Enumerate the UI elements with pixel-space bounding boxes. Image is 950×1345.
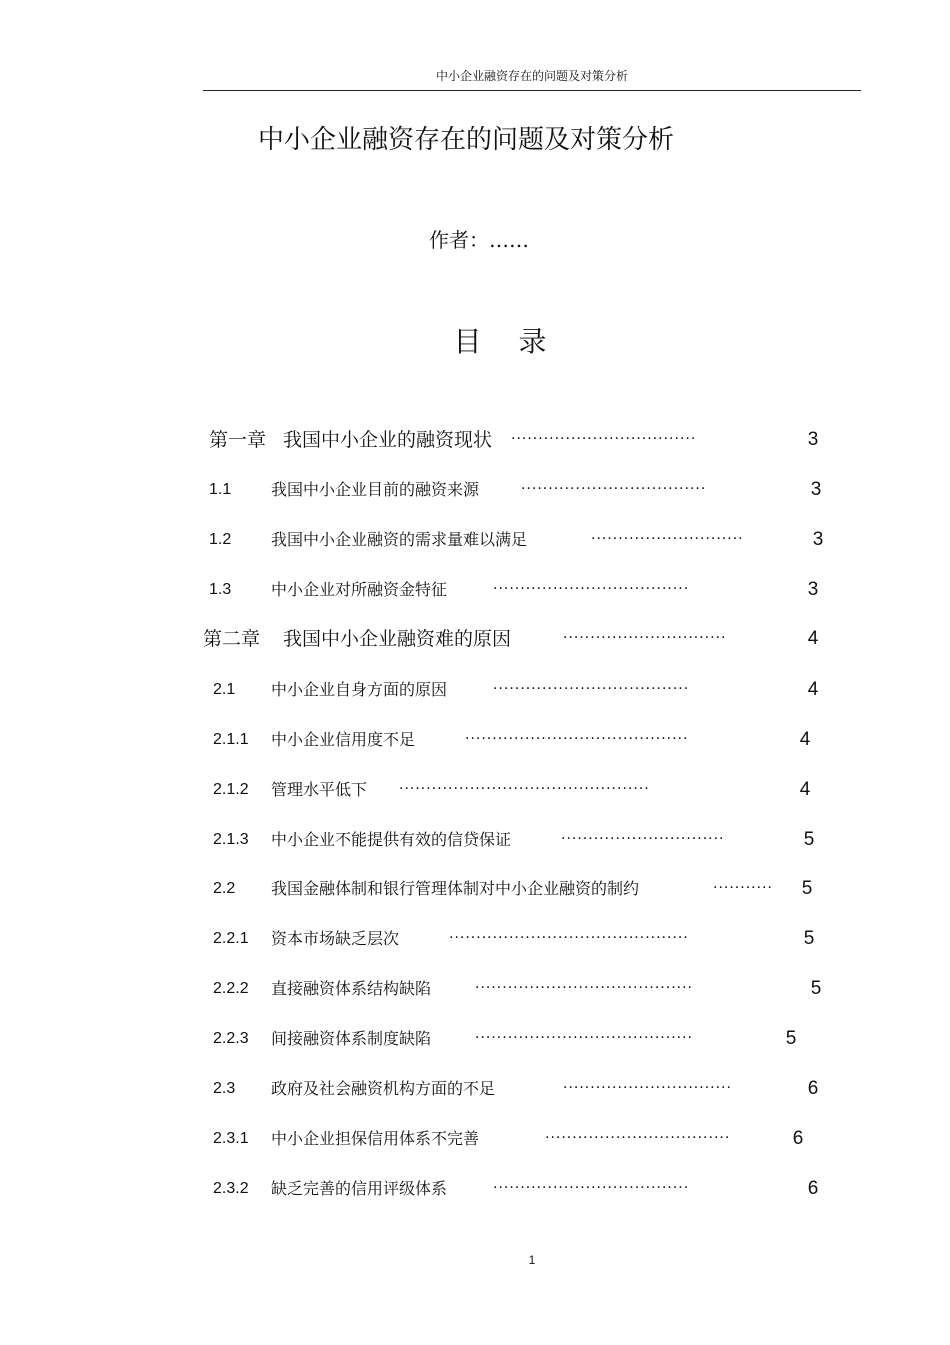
toc-leader-dots: ·································· xyxy=(521,481,707,497)
toc-entry-number: 2.1.1 xyxy=(213,731,249,748)
toc-entry-number: 2.3.1 xyxy=(213,1130,249,1147)
toc-entry-title: 我国中小企业的融资现状 xyxy=(283,429,493,451)
toc-entry-title: 我国金融体制和银行管理体制对中小企业融资的制约 xyxy=(271,879,640,898)
toc-entry-number: 第二章 xyxy=(203,628,261,650)
toc-entry-title: 我国中小企业目前的融资来源 xyxy=(271,480,480,499)
toc-entry-title: 中小企业自身方面的原因 xyxy=(271,680,448,699)
toc-page-number: 5 xyxy=(785,1028,797,1049)
toc-leader-dots: ···································· xyxy=(493,681,690,697)
toc-leader-dots: ······························ xyxy=(561,831,725,847)
toc-leader-dots: ···························· xyxy=(591,531,744,547)
toc-entry-number: 第一章 xyxy=(209,429,267,451)
toc-leader-dots: ······························· xyxy=(563,1080,732,1096)
toc-entry-number: 1.2 xyxy=(209,531,232,548)
toc-leader-dots: ·············································· xyxy=(399,781,650,797)
toc-entry-title: 间接融资体系制度缺陷 xyxy=(271,1029,432,1048)
toc-entry[interactable] xyxy=(203,775,843,805)
toc-page-number: 5 xyxy=(803,928,815,949)
toc-entry-number: 2.1.2 xyxy=(213,781,249,798)
toc-page-number: 3 xyxy=(810,479,822,500)
toc-page-number: 3 xyxy=(807,579,819,600)
toc-page-number: 5 xyxy=(810,978,822,999)
toc-leader-dots: ········································ xyxy=(475,980,694,996)
toc-entry-number: 1.3 xyxy=(209,581,232,598)
toc-entry[interactable] xyxy=(203,575,843,605)
toc-entry-title: 政府及社会融资机构方面的不足 xyxy=(271,1079,496,1098)
toc-entry[interactable] xyxy=(203,475,843,505)
toc-page-number: 4 xyxy=(807,679,819,700)
toc-entry-title: 我国中小企业融资的需求量难以满足 xyxy=(271,530,528,549)
toc-entry[interactable] xyxy=(203,425,843,455)
toc-leader-dots: ······························ xyxy=(563,630,727,646)
toc-page-number: 3 xyxy=(807,429,819,450)
toc-entry-number: 2.2 xyxy=(213,880,236,897)
page-number: 1 xyxy=(528,1253,536,1267)
toc-entry-title: 中小企业信用度不足 xyxy=(271,730,416,749)
toc-entry-title: 中小企业担保信用体系不完善 xyxy=(271,1129,480,1148)
toc-entry-title: 直接融资体系结构缺陷 xyxy=(271,979,432,998)
toc-entry-number: 2.2.3 xyxy=(213,1030,249,1047)
toc-heading: 目 录 xyxy=(453,325,561,358)
toc-page-number: 6 xyxy=(807,1178,819,1199)
toc-leader-dots: ········································ xyxy=(475,1030,694,1046)
toc-entry[interactable] xyxy=(203,874,843,904)
toc-page-number: 6 xyxy=(807,1078,819,1099)
toc-page-number: 6 xyxy=(792,1128,804,1149)
toc-entry-number: 2.2.1 xyxy=(213,930,249,947)
toc-leader-dots: ············································ xyxy=(449,930,689,946)
toc-entry[interactable] xyxy=(203,1124,843,1154)
toc-entry[interactable] xyxy=(203,1024,843,1054)
toc-entry-title: 中小企业对所融资金特征 xyxy=(271,580,448,599)
toc-page-number: 4 xyxy=(807,628,819,649)
toc-entry-number: 2.2.2 xyxy=(213,980,249,997)
toc-entry-number: 2.1.3 xyxy=(213,831,249,848)
toc-entry[interactable] xyxy=(203,974,843,1004)
toc-leader-dots: ···································· xyxy=(493,1180,690,1196)
toc-entry-title: 我国中小企业融资难的原因 xyxy=(283,628,512,650)
toc-page-number: 5 xyxy=(803,829,815,850)
toc-entry[interactable] xyxy=(203,1174,843,1204)
table-of-contents xyxy=(203,0,843,1345)
toc-entry[interactable] xyxy=(203,725,843,755)
toc-entry-title: 缺乏完善的信用评级体系 xyxy=(271,1179,448,1198)
toc-entry-number: 2.1 xyxy=(213,681,236,698)
toc-entry-title: 资本市场缺乏层次 xyxy=(271,929,400,948)
toc-leader-dots: ········································· xyxy=(465,731,689,747)
toc-page-number: 3 xyxy=(812,529,824,550)
toc-entry-number: 2.3.2 xyxy=(213,1180,249,1197)
toc-leader-dots: ·································· xyxy=(545,1130,731,1146)
running-header: 中小企业融资存在的问题及对策分析 xyxy=(435,69,628,83)
toc-entry[interactable] xyxy=(203,624,843,654)
toc-leader-dots: ··········· xyxy=(713,880,773,896)
toc-entry-number: 2.3 xyxy=(213,1080,236,1097)
toc-entry[interactable] xyxy=(203,675,843,705)
toc-leader-dots: ·································· xyxy=(511,431,697,447)
toc-page-number: 5 xyxy=(801,878,813,899)
toc-entry[interactable] xyxy=(203,1074,843,1104)
toc-entry[interactable] xyxy=(203,525,843,555)
toc-page-number: 4 xyxy=(799,729,811,750)
toc-entry-title: 中小企业不能提供有效的信贷保证 xyxy=(271,830,512,849)
document-title: 中小企业融资存在的问题及对策分析 xyxy=(257,125,674,155)
toc-entry[interactable] xyxy=(203,825,843,855)
toc-leader-dots: ···································· xyxy=(493,581,690,597)
toc-entry-number: 1.1 xyxy=(209,481,232,498)
toc-entry-title: 管理水平低下 xyxy=(271,780,368,799)
author-line: 作者：…… xyxy=(429,228,529,252)
toc-page-number: 4 xyxy=(799,779,811,800)
toc-entry[interactable] xyxy=(203,924,843,954)
